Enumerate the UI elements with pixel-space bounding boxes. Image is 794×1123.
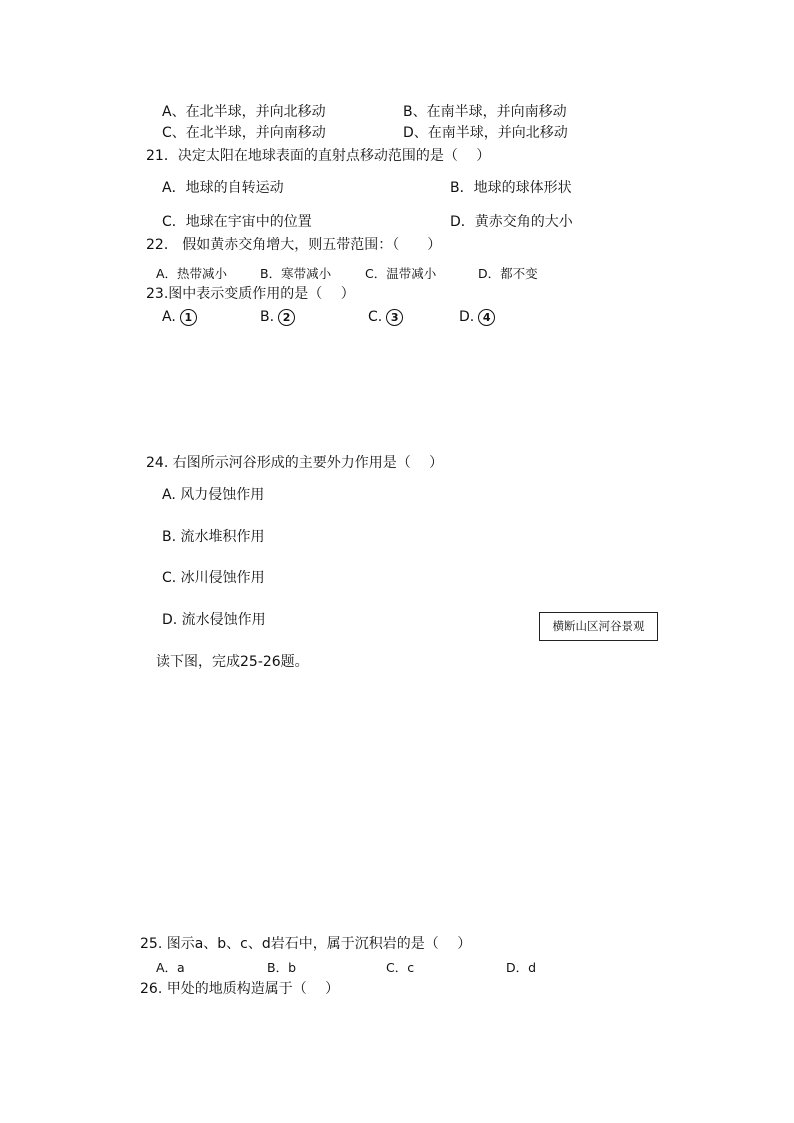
q24-option-c: C. 冰川侵蚀作用 — [162, 570, 265, 586]
q23-option-b — [260, 308, 295, 326]
q22-option-b: B．寒带减小 — [260, 266, 332, 281]
q24-stem: 24. 右图所示河谷形成的主要外力作用是（ ） — [146, 455, 444, 471]
q20-option-d: D、在南半球，并向北移动 — [403, 125, 568, 141]
q22-option-c: C．温带减小 — [365, 266, 437, 281]
circled-number-3-icon: 3 — [386, 309, 403, 326]
q23-option-a-letter: A. — [162, 309, 176, 325]
q23-option-d — [459, 308, 495, 326]
circled-number-4-icon: 4 — [478, 309, 495, 326]
q26-stem: 26. 甲处的地质构造属于（ ） — [140, 981, 340, 997]
q21-stem: 21．决定太阳在地球表面的直射点移动范围的是（ ） — [146, 148, 491, 164]
q24-option-b: B. 流水堆积作用 — [162, 529, 265, 545]
q21-option-a: A．地球的自转运动 — [162, 180, 284, 196]
q23-option-b-letter: B. — [260, 309, 275, 325]
q25-option-d: D．d — [506, 960, 537, 975]
q21-option-d: D．黄赤交角的大小 — [450, 214, 573, 230]
q20-option-c: C、在北半球，并向南移动 — [162, 125, 326, 141]
q20-option-b: B、在南半球，并向南移动 — [403, 104, 567, 120]
q23-option-a — [162, 308, 197, 326]
q23-option-c-letter: C. — [368, 309, 383, 325]
q22-option-d: D．都不变 — [478, 266, 538, 281]
q23-stem: 23.图中表示变质作用的是（ ） — [146, 286, 355, 302]
q25-option-c: C．c — [386, 960, 415, 975]
q23-option-d-letter: D. — [459, 309, 475, 325]
q20-option-a: A、在北半球，并向北移动 — [162, 104, 326, 120]
q24-option-d: D. 流水侵蚀作用 — [162, 612, 266, 628]
q22-stem: 22． 假如黄赤交角增大，则五带范围：（ ） — [146, 237, 442, 253]
valley-image-caption: 横断山区河谷景观 — [539, 612, 658, 641]
q25-option-a: A．a — [156, 960, 185, 975]
section-intro: 读下图，完成25-26题。 — [156, 654, 309, 670]
q25-stem: 25. 图示a、b、c、d岩石中，属于沉积岩的是（ ） — [140, 936, 472, 952]
q22-option-a: A．热带减小 — [156, 266, 228, 281]
q25-option-b: B．b — [267, 960, 297, 975]
circled-number-2-icon: 2 — [278, 309, 295, 326]
q21-option-c: C．地球在宇宙中的位置 — [162, 214, 312, 230]
q21-option-b: B．地球的球体形状 — [450, 180, 572, 196]
q23-option-c — [368, 308, 403, 326]
circled-number-1-icon: 1 — [180, 309, 197, 326]
q24-option-a: A. 风力侵蚀作用 — [162, 487, 265, 503]
